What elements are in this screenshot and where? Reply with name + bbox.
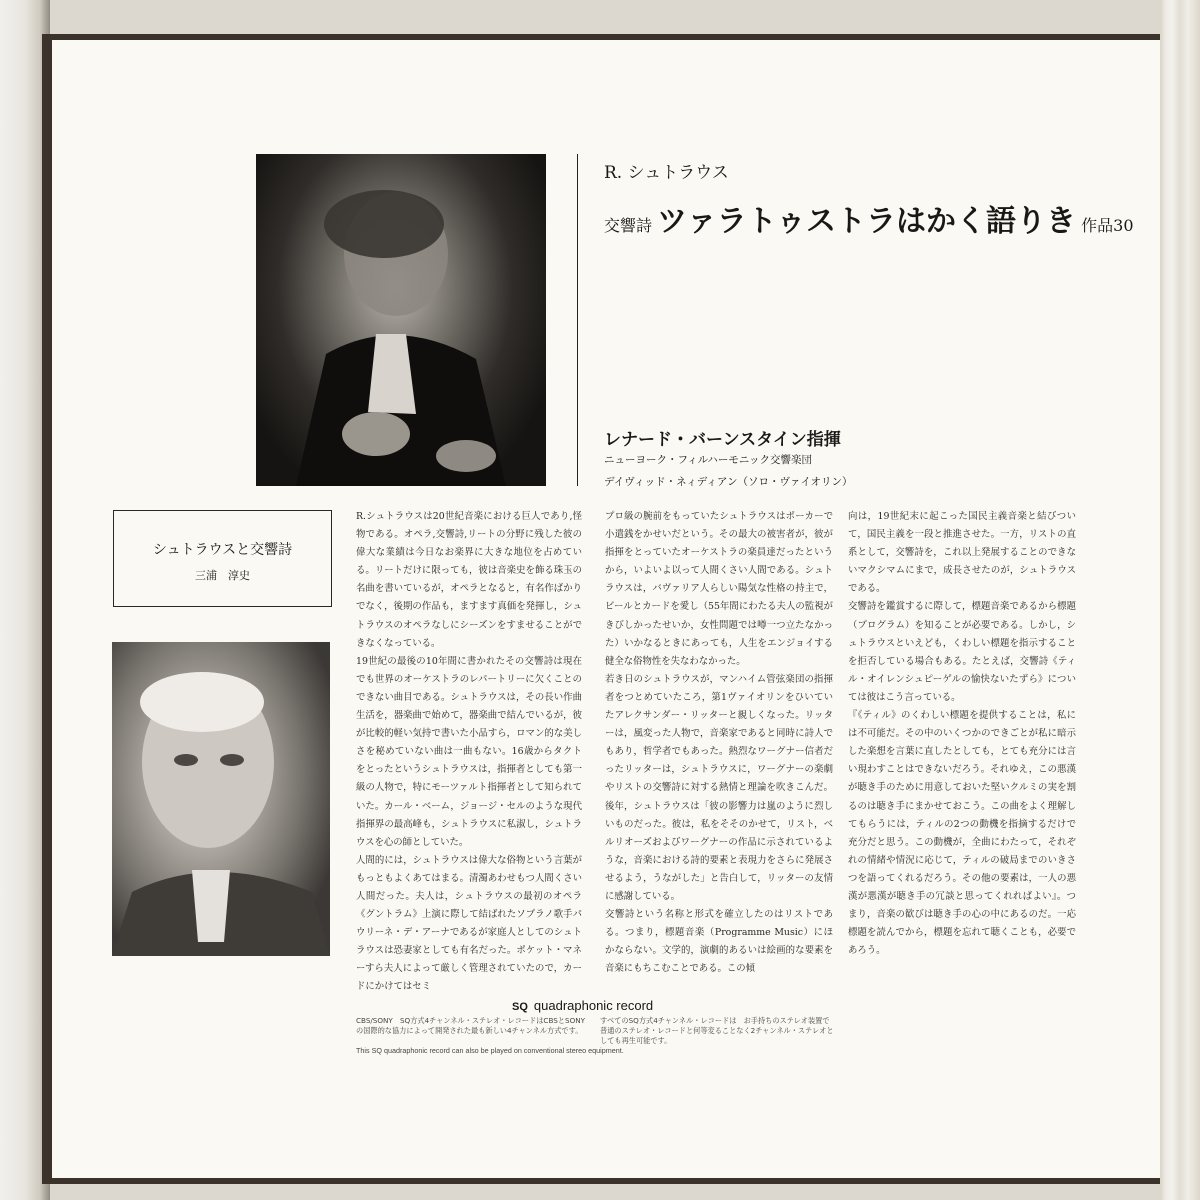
conductor-credit: レナード・バーンスタイン指揮 — [604, 430, 841, 450]
essay-column-2: プロ級の腕前をもっていたシュトラウスはポーカーで小遣銭をかせいだという。その最大の被害者が，彼が指揮をとっていたオーケストラの楽員達だったというから，いよいよ以って人間くさい人間である。シュトラウスは，バヴァリア人らしい陽気な性格の持主で，ビールとカードを愛し（55年間にわたる夫人の監視がきびしかったせいか，女性問題では噂一つ立たなかった）いかなるときにあっても，人生をエンジョイする健全な俗物性を失なわなかった。 若き日のシュトラウスが，マンハイム管弦楽団の指揮者をつとめていたころ，第1ヴァイオリンをひいていたアレクサンダー・リッターと親しくなった。リッターは，風変った人物で，音楽家であると同時に詩人でもあり，哲学者でもあった。熱烈なワーグナー信者だったリッターは，シュトラウスに，ワーグナーの楽劇やリストの交響詩に対する熱情と理論を吹きこんだ。後年，シュトラウスは「彼の影響力は嵐のように烈しいものだった。彼は，私をそそのかせて，リスト，ベルリオーズおよびワーグナーの作品に示されているような，音楽における詩的要素と表現力をさらに発展させるよう，うながした」と告白して，リッターの友情に感謝している。 交響詩という名称と形式を確立したのはリストである。つまり，標題音楽（Programme Music）にほかならない。文学的，演劇的あるいは絵画的な要素を音楽にもちこむことである。この傾 — [605, 511, 833, 975]
essay-title: シュトラウスと交響詩 — [152, 542, 293, 558]
work-title-main: ツァラトゥストラはかく語りき — [657, 204, 1077, 239]
sq-mark: SQ — [512, 1001, 528, 1013]
essay-author: 三浦 淳史 — [195, 569, 250, 582]
essay-heading-box — [113, 510, 332, 607]
composer-photo-shapes — [112, 642, 330, 956]
essay-column-1: R.シュトラウスは20世紀音楽における巨人であり,怪物である。オペラ,交響詩,リートの分野に残した彼の偉大な業績は今日なお楽界に大きな地位を占めている。リートだけに限っても，彼は音楽史を飾る珠玉の名曲を書いているが，オペラとなると，有名作ばかりでなく，後期の作品も，ますます真価を発揮し，シュトラウスのオペラなしにシーズンをすませることができなくなっている。 19世紀の最後の10年間に書かれたその交響詩は現在でも世界のオーケストラのレパートリーに欠くことのできない曲目である。シュトラウスは，その長い作曲生活を，器楽曲で始めて，器楽曲で結んでいるが，彼が比較的軽い気持で書いた小品すら，ロマン的な美しさを秘めていない曲は一曲もない。16歳からタクトをとったというシュトラウスは，指揮者としても第一級の人物で，特にモーツァルト指揮者として知られていた。カール・ベーム，ジョージ・セルのような現代指揮界の最高峰も，シュトラウスに私淑し，シュトラウスを心の師としていた。 人間的には，シュトラウスは偉大な俗物という言葉がもっともよくあてはまる。清濁あわせもつ人間くさい人間だった。夫人は，シュトラウスの最初のオペラ《グントラム》上演に際して結ばれたソプラノ歌手パウリーネ・デ・アーナであるが家庭人としてのシュトラウスは恐妻家としても有名だった。ポケット・マネーすら夫人によって厳しく管理されていたので，カードにかけてはセミ — [356, 511, 582, 993]
sq-logo — [512, 998, 653, 1013]
soloist-credit: デイヴィッド・ネィディアン（ソロ・ヴァイオリン） — [604, 476, 853, 488]
sq-note-english: This SQ quadraphonic record can also be played on conventional stereo equipment. — [356, 1046, 624, 1055]
composer-photo — [112, 642, 330, 956]
work-suffix: 作品30 — [1081, 216, 1134, 235]
conductor-photo-shapes — [256, 154, 546, 486]
sleeve-right-edge — [1160, 0, 1200, 1200]
divider-line — [577, 154, 578, 486]
composer-name: R. シュトラウス — [604, 163, 729, 183]
conductor-photo — [256, 154, 546, 486]
work-title — [604, 196, 1134, 240]
sq-note-left: CBS/SONY SQ方式4チャンネル・ステレオ・レコードはCBSとSONYの国際的な協力によって開発された最も新しい4チャンネル方式です。 — [356, 1016, 585, 1035]
sq-title: quadraphonic record — [533, 998, 654, 1013]
sq-note-right: すべてのSQ方式4チャンネル・レコードは お手持ちのステレオ装置で 普通のステレオ・レコードと何等変ることなく2チャンネル・ステレオとしても再生可能です。 — [600, 1016, 837, 1045]
sq-quadraphonic-notice — [352, 998, 838, 1056]
work-prefix: 交響詩 — [604, 216, 653, 235]
orchestra-credit: ニューヨーク・フィルハーモニック交響楽団 — [604, 454, 813, 466]
essay-column-3: 向は，19世紀末に起こった国民主義音楽と結びついて，国民主義を一段と推進させた。一方，リストの直系として，交響詩を，これ以上発展することのできないマクシマムにまで，成長させたのが，シュトラウスである。 交響詩を鑑賞するに際して，標題音楽であるから標題（プログラム）を知ることが必要である。しかし，シュトラウスといえども，くわしい標題を指示することを拒否している場合もある。たとえば，交響詩《ティル・オイレンシュピーゲルの愉快ないたずら》については彼はこう言っている。 『《ティル》のくわしい標題を提供することは，私には不可能だ。その中のいくつかのできごとが私に暗示した楽想を言葉に直したとしても，とても充分には言い現わすことはできないだろう。それゆえ，この悪漢が聴き手のために用意しておいた堅いクルミの実を割るのは聴き手にまかせておこう。この曲をよく理解してもらうには，ティルの2つの動機を指摘するだけで充分だと思う。この動機が，全曲にわたって，それぞれの情緒や情況に応じて，ティルの破局までのいきさつを語ってくれるだろう。その他の要素は，一人の悪漢が悪漢が聴き手の冗談と思ってくれればよい』。つまり，音楽の歓びは聴き手の心の中にあるのだ。一応標題を読んでから，標題を忘れて聴くことも，必要であろう。 — [848, 511, 1076, 957]
